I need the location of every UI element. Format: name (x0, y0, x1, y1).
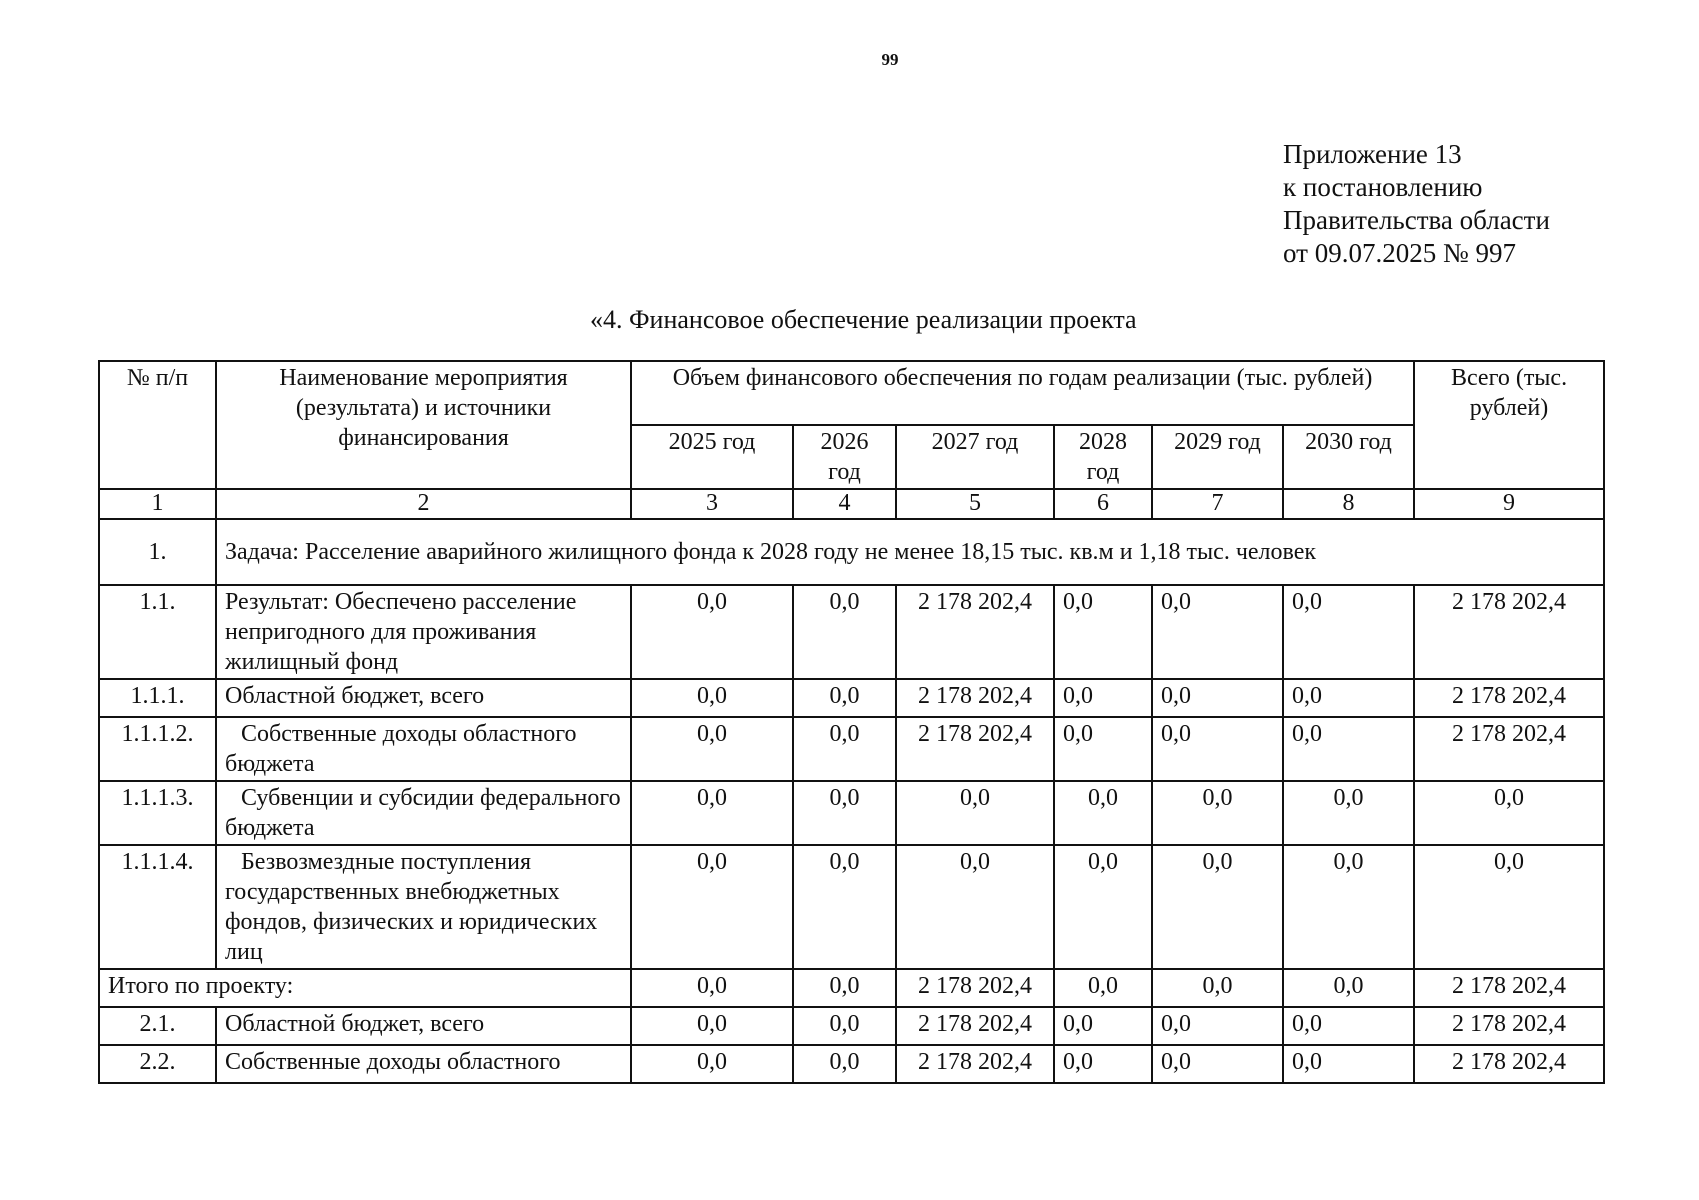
index-cell: 4 (793, 489, 896, 519)
task-row (99, 519, 1604, 585)
index-cell: 7 (1152, 489, 1283, 519)
table-row (99, 845, 1604, 969)
value-cell: 0,0 (1054, 717, 1152, 781)
value-cell: 2 178 202,4 (896, 717, 1054, 781)
value-cell: 2 178 202,4 (896, 585, 1054, 679)
row-num: 2.1. (99, 1007, 216, 1045)
header-num: № п/п (99, 361, 216, 489)
value-cell: 0,0 (1283, 1045, 1414, 1083)
index-cell: 1 (99, 489, 216, 519)
row-num: 1.1.1.4. (99, 845, 216, 969)
index-cell: 8 (1283, 489, 1414, 519)
value-cell: 0,0 (1054, 1045, 1152, 1083)
row-name: Областной бюджет, всего (216, 1007, 631, 1045)
value-cell: 0,0 (1054, 1007, 1152, 1045)
header-total: Всего (тыс. рублей) (1414, 361, 1604, 489)
value-cell: 0,0 (1054, 845, 1152, 969)
row-num: 1.1. (99, 585, 216, 679)
index-cell: 2 (216, 489, 631, 519)
value-cell: 0,0 (1054, 585, 1152, 679)
value-cell: 0,0 (896, 781, 1054, 845)
row-name: Безвозмездные поступления государственных внебюджетных фондов, физических и юридических лиц (216, 845, 631, 969)
value-cell: 0,0 (1152, 717, 1283, 781)
value-cell: 0,0 (793, 845, 896, 969)
table-row (99, 1007, 1604, 1045)
table-row (99, 717, 1604, 781)
header-year: 2027 год (896, 425, 1054, 489)
value-cell: 0,0 (793, 1007, 896, 1045)
value-cell: 2 178 202,4 (1414, 717, 1604, 781)
value-cell: 0,0 (1152, 1045, 1283, 1083)
value-cell: 0,0 (631, 585, 793, 679)
row-num: 1.1.1. (99, 679, 216, 717)
value-cell: 0,0 (1283, 969, 1414, 1007)
row-name: Собственные доходы областного бюджета (216, 717, 631, 781)
value-cell: 0,0 (1283, 1007, 1414, 1045)
page-number: 99 (881, 50, 899, 69)
header-year: 2025 год (631, 425, 793, 489)
value-cell: 0,0 (1054, 969, 1152, 1007)
task-num: 1. (99, 519, 216, 585)
value-cell: 0,0 (1414, 845, 1604, 969)
value-cell: 0,0 (631, 679, 793, 717)
header-volume: Объем финансового обеспечения по годам реализации (тыс. рублей) (631, 361, 1414, 425)
total-row (99, 969, 1604, 1007)
table-row (99, 679, 1604, 717)
value-cell: 0,0 (1152, 845, 1283, 969)
total-label: Итого по проекту: (99, 969, 631, 1007)
task-text: Задача: Расселение аварийного жилищного фонда к 2028 году не менее 18,15 тыс. кв.м и 1,18 тыс. человек (216, 519, 1604, 585)
value-cell: 0,0 (631, 969, 793, 1007)
value-cell: 0,0 (793, 585, 896, 679)
index-cell: 9 (1414, 489, 1604, 519)
table-row (99, 1045, 1604, 1083)
value-cell: 2 178 202,4 (896, 1045, 1054, 1083)
value-cell: 0,0 (1152, 781, 1283, 845)
appendix-line: от 09.07.2025 № 997 (1283, 238, 1516, 268)
index-row (99, 489, 1604, 519)
appendix-line: Приложение 13 (1283, 139, 1462, 169)
value-cell: 0,0 (1283, 679, 1414, 717)
value-cell: 0,0 (1283, 781, 1414, 845)
row-name: Областной бюджет, всего (216, 679, 631, 717)
value-cell: 2 178 202,4 (1414, 969, 1604, 1007)
value-cell: 2 178 202,4 (896, 1007, 1054, 1045)
appendix-line: Правительства области (1283, 205, 1550, 235)
value-cell: 0,0 (793, 781, 896, 845)
value-cell: 2 178 202,4 (896, 969, 1054, 1007)
row-num: 2.2. (99, 1045, 216, 1083)
value-cell: 0,0 (1414, 781, 1604, 845)
value-cell: 0,0 (793, 717, 896, 781)
value-cell: 0,0 (793, 1045, 896, 1083)
appendix-block (1283, 138, 1550, 270)
header-row (99, 361, 1604, 425)
header-name: Наименование мероприятия (результата) и источники финансирования (216, 361, 631, 489)
value-cell: 0,0 (793, 969, 896, 1007)
header-year: 2028 год (1054, 425, 1152, 489)
table-row (99, 585, 1604, 679)
value-cell: 0,0 (1054, 679, 1152, 717)
section-title: «4. Финансовое обеспечение реализации проекта (590, 305, 1137, 334)
row-name: Субвенции и субсидии федерального бюджета (216, 781, 631, 845)
value-cell: 0,0 (1283, 845, 1414, 969)
value-cell: 0,0 (1152, 1007, 1283, 1045)
value-cell: 0,0 (896, 845, 1054, 969)
index-cell: 6 (1054, 489, 1152, 519)
row-name: Собственные доходы областного (216, 1045, 631, 1083)
value-cell: 2 178 202,4 (1414, 1045, 1604, 1083)
value-cell: 0,0 (793, 679, 896, 717)
header-year: 2029 год (1152, 425, 1283, 489)
value-cell: 0,0 (1152, 585, 1283, 679)
value-cell: 0,0 (631, 717, 793, 781)
row-num: 1.1.1.3. (99, 781, 216, 845)
appendix-line: к постановлению (1283, 172, 1483, 202)
value-cell: 0,0 (631, 781, 793, 845)
value-cell: 0,0 (1283, 717, 1414, 781)
value-cell: 0,0 (1152, 679, 1283, 717)
header-year: 2026 год (793, 425, 896, 489)
header-year: 2030 год (1283, 425, 1414, 489)
value-cell: 0,0 (631, 845, 793, 969)
value-cell: 2 178 202,4 (896, 679, 1054, 717)
value-cell: 0,0 (1054, 781, 1152, 845)
row-num: 1.1.1.2. (99, 717, 216, 781)
index-cell: 5 (896, 489, 1054, 519)
row-name: Результат: Обеспечено расселение непригодного для проживания жилищный фонд (216, 585, 631, 679)
table-row (99, 781, 1604, 845)
value-cell: 0,0 (631, 1007, 793, 1045)
value-cell: 2 178 202,4 (1414, 585, 1604, 679)
value-cell: 2 178 202,4 (1414, 679, 1604, 717)
value-cell: 0,0 (1283, 585, 1414, 679)
financing-table (98, 360, 1605, 1084)
value-cell: 0,0 (631, 1045, 793, 1083)
index-cell: 3 (631, 489, 793, 519)
value-cell: 0,0 (1152, 969, 1283, 1007)
value-cell: 2 178 202,4 (1414, 1007, 1604, 1045)
